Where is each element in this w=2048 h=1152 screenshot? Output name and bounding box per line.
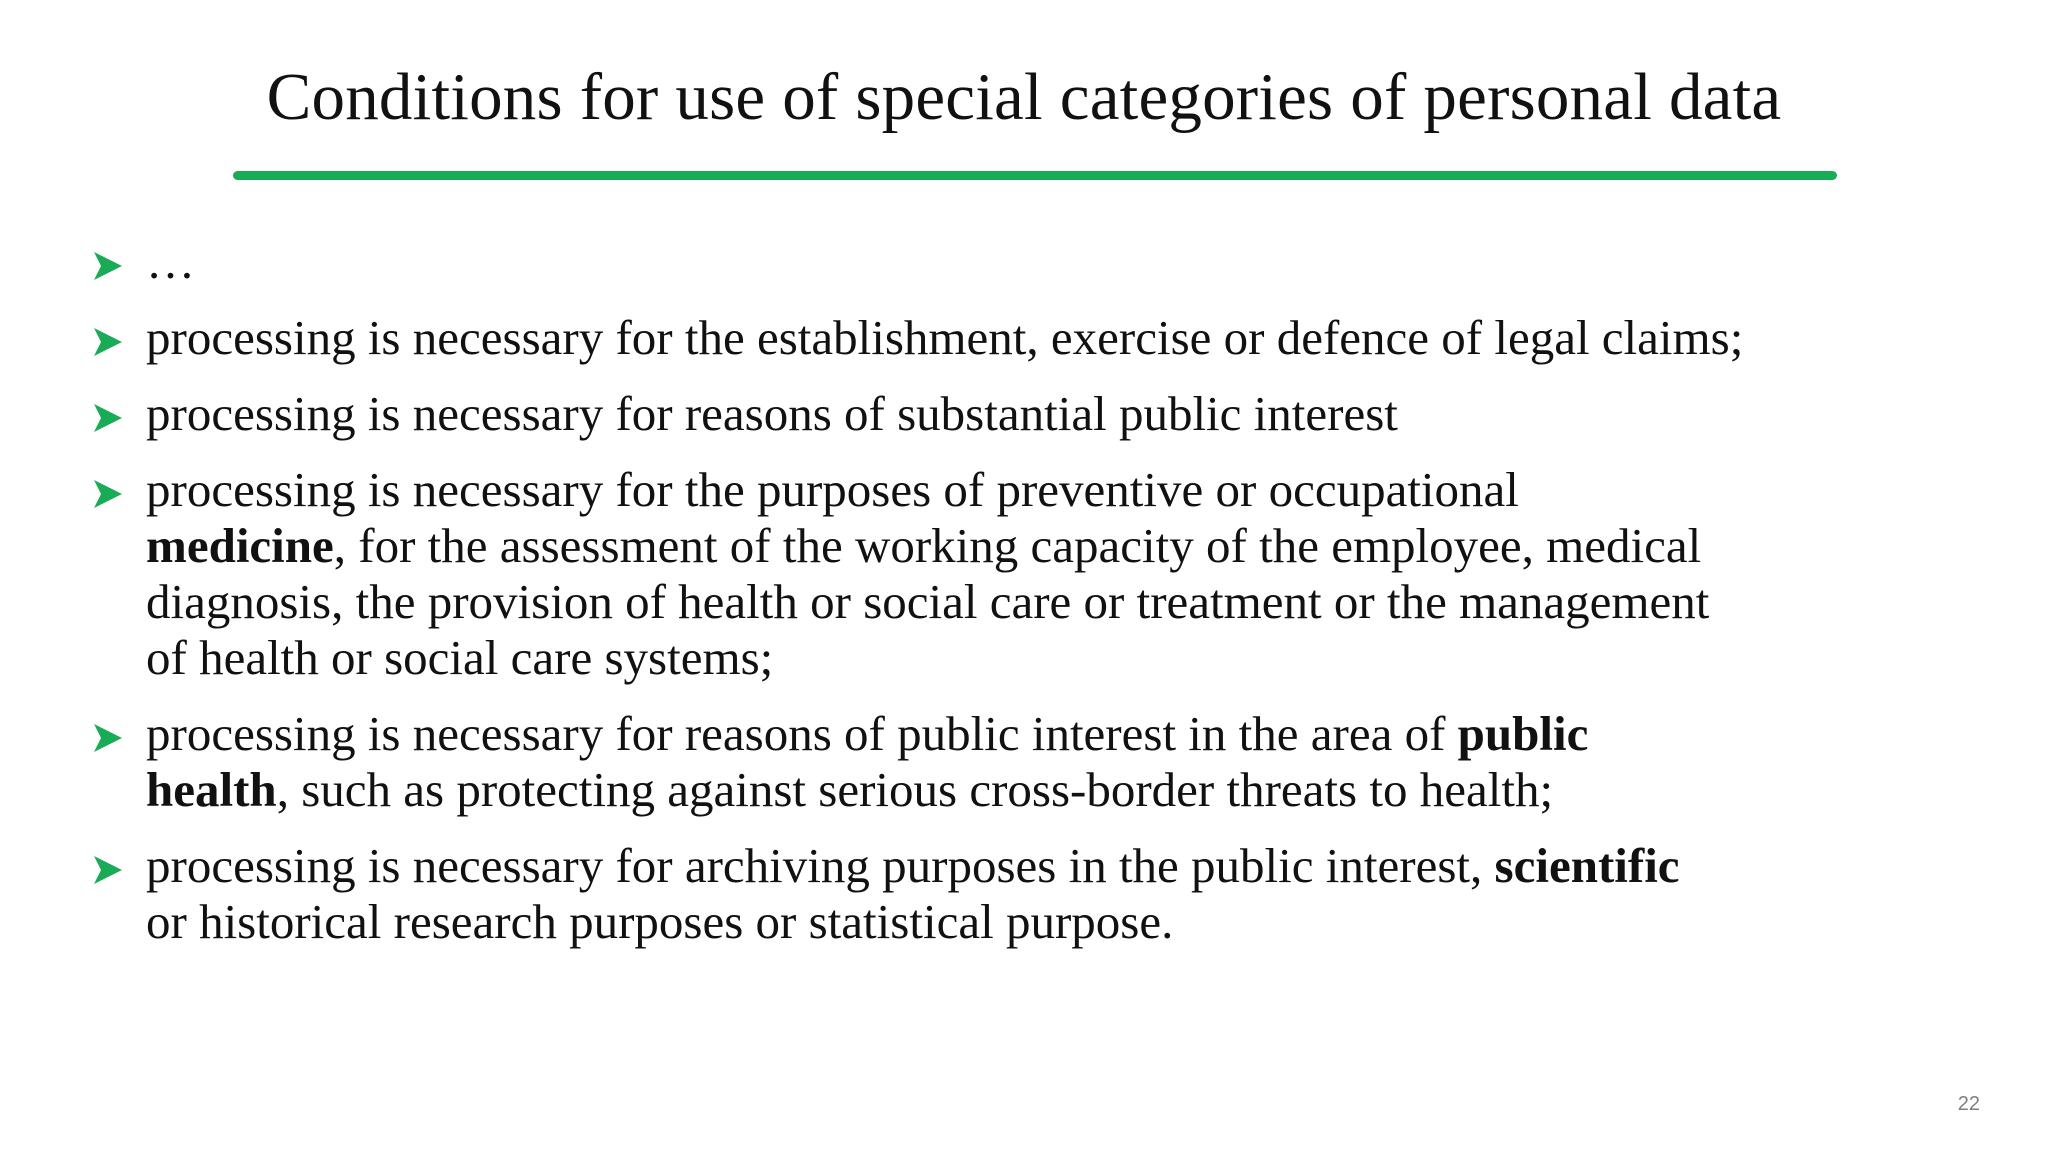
- slide-title: Conditions for use of special categories of personal data: [266, 60, 1782, 134]
- green-arrowhead-icon: [92, 326, 124, 358]
- green-arrowhead-icon: [92, 722, 124, 754]
- bullet-emphasis: public: [1457, 706, 1589, 761]
- bullet-line: [146, 574, 2012, 630]
- bullet-text: processing is necessary for archiving purposes in the public interest,: [146, 838, 1495, 893]
- bullet-text: of health or social care systems;: [146, 630, 774, 685]
- bullet-line: [146, 234, 2012, 290]
- green-arrowhead-icon: [92, 478, 124, 510]
- bullet-text: processing is necessary for reasons of public interest in the area of: [146, 706, 1458, 761]
- bullet-emphasis: health: [146, 762, 277, 817]
- bullet-text: or historical research purposes or statistical purpose.: [146, 894, 1174, 949]
- bullet-emphasis: medicine: [146, 518, 334, 573]
- bullet-list: [92, 234, 2012, 970]
- bullet-item: [92, 234, 2012, 290]
- bullet-item: [92, 838, 2012, 950]
- bullet-item: [92, 386, 2012, 442]
- bullet-item: [92, 462, 2012, 686]
- bullet-item: [92, 310, 2012, 366]
- title-underline: [233, 171, 1837, 180]
- bullet-line: [146, 838, 2012, 894]
- bullet-text: diagnosis, the provision of health or social care or treatment or the management: [146, 574, 1710, 629]
- bullet-text: , such as protecting against serious cross-border threats to health;: [276, 762, 1554, 817]
- bullet-line: [146, 462, 2012, 518]
- bullet-line: [146, 762, 2012, 818]
- page-number: 22: [1957, 1093, 1980, 1115]
- bullet-text: , for the assessment of the working capacity of the employee, medical: [333, 518, 1702, 573]
- bullet-line: [146, 706, 2012, 762]
- bullet-text: processing is necessary for the establishment, exercise or defence of legal claims;: [146, 310, 1744, 365]
- green-arrowhead-icon: [92, 402, 124, 434]
- green-arrowhead-icon: [92, 854, 124, 886]
- bullet-text: processing is necessary for the purposes of preventive or occupational: [146, 462, 1519, 517]
- green-arrowhead-icon: [92, 250, 124, 282]
- bullet-line: [146, 310, 2012, 366]
- bullet-line: [146, 518, 2012, 574]
- bullet-line: [146, 630, 2012, 686]
- bullet-line: [146, 386, 2012, 442]
- bullet-item: [92, 706, 2012, 818]
- bullet-text: processing is necessary for reasons of substantial public interest: [146, 386, 1398, 441]
- bullet-emphasis: scientific: [1494, 838, 1680, 893]
- bullet-text: …: [146, 234, 195, 289]
- bullet-line: [146, 894, 2012, 950]
